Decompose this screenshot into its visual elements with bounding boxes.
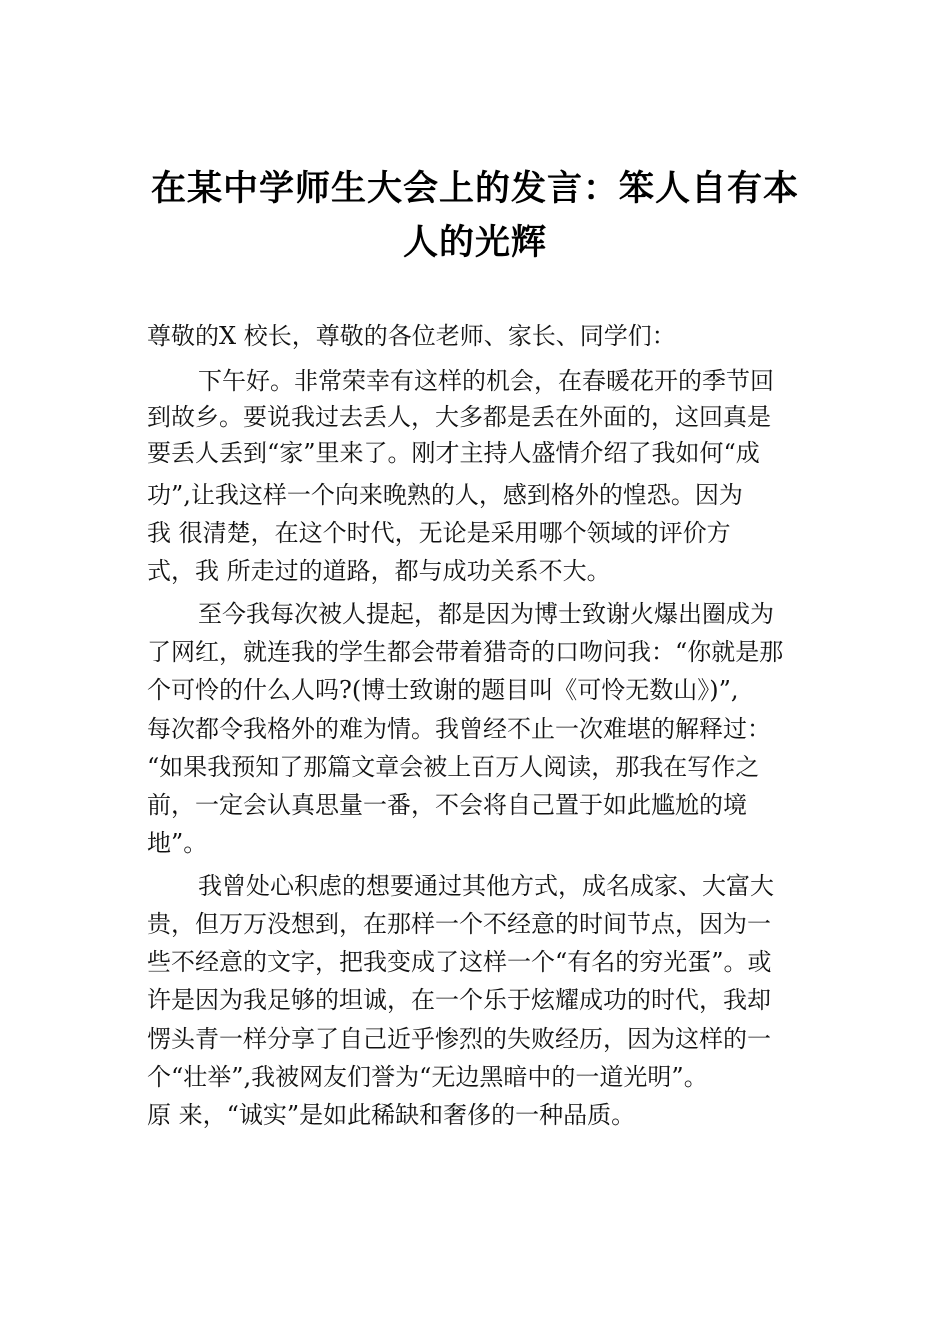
paragraph-line: 功”,让我这样一个向来晚熟的人，感到格外的惶恐。因为	[147, 481, 743, 509]
paragraph-line: 式，我 所走过的道路，都与成功关系不大。	[147, 557, 611, 585]
paragraph-line: 原 来，“诚实”是如此稀缺和奢侈的一种品质。	[147, 1101, 636, 1129]
paragraph-line: 前，一定会认真思量一番，不会将自己置于如此尴尬的境	[147, 791, 747, 819]
paragraph-line: 许是因为我足够的坦诚，在一个乐于炫耀成功的时代，我却	[147, 986, 771, 1014]
salutation-line: 尊敬的X 校长，尊敬的各位老师、家长、同学们：	[147, 322, 676, 350]
paragraph-line: 地”。	[147, 829, 208, 857]
paragraph-line: 了网红，就连我的学生都会带着猎奇的口吻问我：“你就是那	[147, 638, 784, 666]
paragraph-line: 至今我每次被人提起，都是因为博士致谢火爆出圈成为	[198, 600, 774, 628]
paragraph-line: 要丢人丢到“家”里来了。刚才主持人盛情介绍了我如何“成	[147, 439, 760, 467]
paragraph-line: 我 很清楚，在这个时代，无论是采用哪个领域的评价方	[147, 519, 731, 547]
paragraph-line: 愣头青一样分享了自己近乎惨烈的失败经历，因为这样的一	[147, 1025, 771, 1053]
paragraph-line: “如果我预知了那篇文章会被上百万人阅读，那我在写作之	[147, 753, 760, 781]
paragraph-line: 每次都令我格外的难为情。我曾经不止一次难堪的解释过：	[147, 715, 771, 743]
paragraph-line: 下午好。非常荣幸有这样的机会，在春暖花开的季节回	[198, 367, 774, 395]
paragraph-line: 到故乡。要说我过去丢人，大多都是丢在外面的，这回真是	[147, 403, 771, 431]
paragraph-line: 个可怜的什么人吗?(博士致谢的题目叫《可怜无数山》)”,	[147, 676, 739, 704]
paragraph-line: 些不经意的文字，把我变成了这样一个“有名的穷光蛋”。或	[147, 948, 772, 976]
paragraph-line: 我曾处心积虑的想要通过其他方式，成名成家、大富大	[198, 872, 774, 900]
paragraph-line: 个“壮举”,我被网友们誉为“无边黑暗中的一道光明”。	[147, 1063, 708, 1091]
document-title: 在某中学师生大会上的发言：笨人自有本人的光辉	[150, 168, 799, 263]
paragraph-line: 贵，但万万没想到，在那样一个不经意的时间节点，因为一	[147, 910, 771, 938]
